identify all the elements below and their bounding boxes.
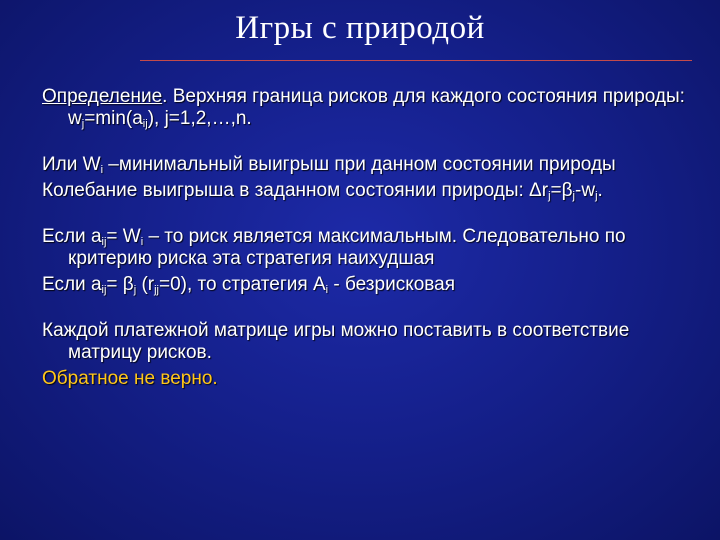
fluctuation-text-d: .: [597, 180, 603, 201]
definition-text-c: ), j=1,2,…,n.: [147, 108, 252, 129]
riskless-text-b: = β: [106, 274, 134, 295]
riskless-text-a: Если a: [42, 274, 102, 295]
fluctuation-paragraph: [42, 180, 702, 202]
subscript: ij: [101, 236, 107, 248]
min-win-text-a: Или W: [42, 154, 101, 175]
fluctuation-text-a: Колебание выигрыша в заданном состоянии природы: Δr: [42, 180, 549, 201]
fluctuation-text-b: =β: [550, 180, 573, 201]
max-risk-text-a: Если a: [42, 226, 102, 247]
definition-paragraph: [42, 86, 702, 130]
definition-text-b: =min(a: [84, 108, 143, 129]
max-risk-text-c: – то риск является максимальным. Следовательно по критерию риска эта стратегия наихудшая: [68, 226, 626, 269]
min-win-paragraph: [42, 154, 702, 176]
risk-matrix-paragraph: [42, 320, 702, 364]
subscript: i: [140, 236, 144, 248]
riskless-text-c: (r: [136, 274, 155, 295]
subscript: j: [595, 190, 598, 202]
subscript: j: [572, 190, 575, 202]
title-divider: [140, 60, 692, 61]
converse-false-text: Обратное не верно.: [42, 368, 218, 389]
riskless-text-e: - безрисковая: [328, 274, 456, 295]
slide-body: [42, 86, 702, 390]
subscript: i: [325, 284, 329, 296]
definition-label: Определение: [42, 86, 163, 107]
risk-matrix-text: Каждой платежной матрице игры можно поставить в соответствие матрицу рисков.: [42, 320, 630, 363]
subscript: i: [100, 164, 104, 176]
riskless-paragraph: [42, 274, 702, 296]
max-risk-text-b: = W: [106, 226, 141, 247]
subscript: j: [548, 190, 551, 202]
converse-false-paragraph: [42, 368, 702, 390]
min-win-text-b: –минимальный выигрыш при данном состоянии природы: [103, 154, 616, 175]
max-risk-paragraph: [42, 226, 702, 270]
definition-label-dot: .: [162, 86, 168, 107]
definition-text-a: Верхняя граница рисков для каждого состояния природы: w: [68, 86, 685, 129]
subscript: ij: [101, 284, 107, 296]
riskless-text-d: =0), то стратегия A: [159, 274, 326, 295]
subscript: ij: [142, 118, 148, 130]
subscript: j: [133, 284, 137, 296]
slide-title: Игры с природой: [235, 10, 485, 46]
fluctuation-text-c: -w: [575, 180, 596, 201]
subscript: j: [81, 118, 85, 130]
subscript: jj: [154, 284, 159, 296]
